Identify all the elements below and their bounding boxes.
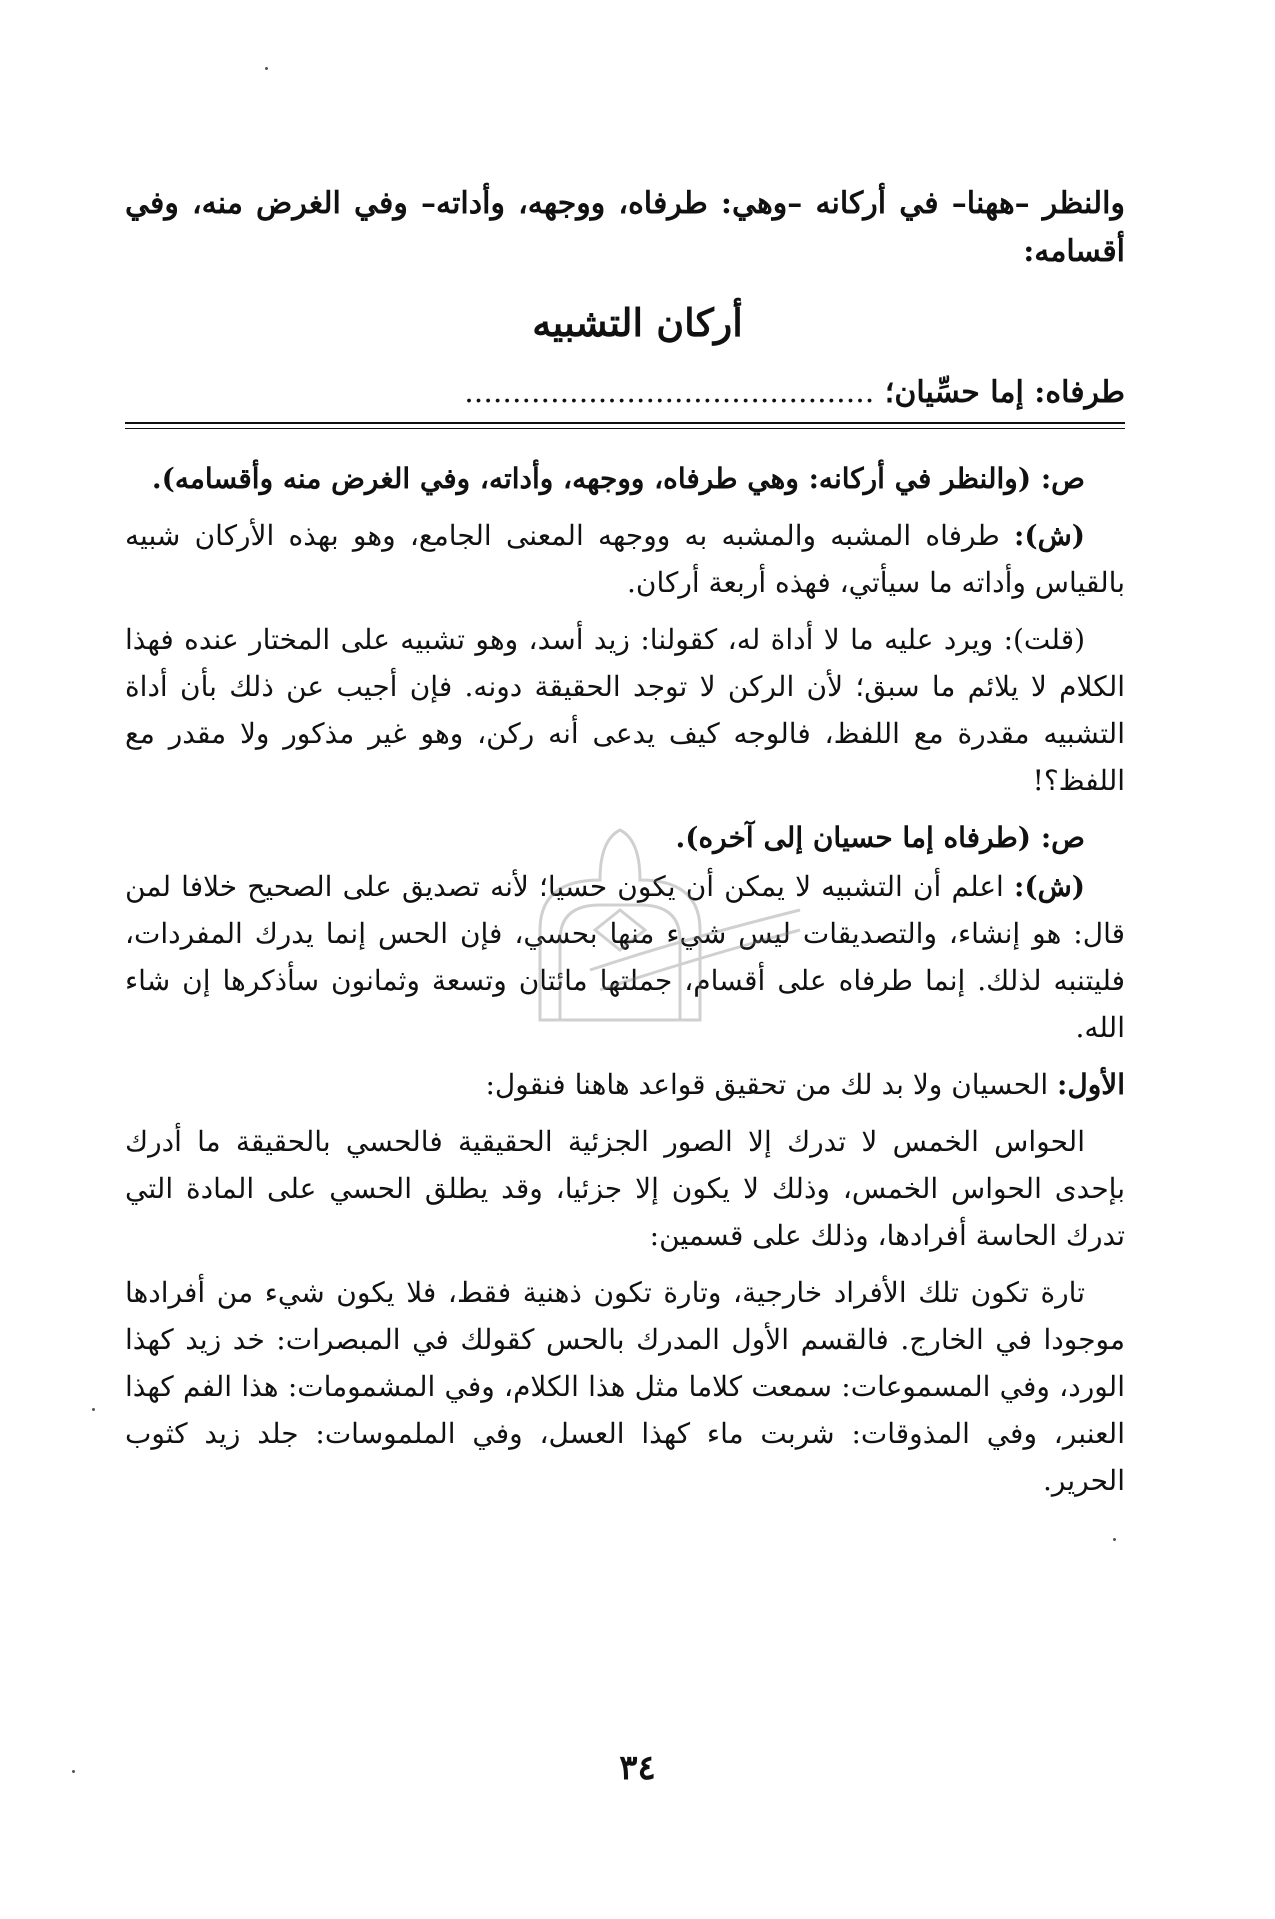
paragraph-text: تارة تكون تلك الأفراد خارجية، وتارة تكون ذهنية فقط، فلا يكون شيء من أفرادها موجودا في الخارج. فالقسم الأول المدرك بالحس كقولك في المبصرات: خد زيد كهذا الورد، وفي المسموعات: سمعت كلاما مثل هذا الكلام، وفي المشمومات: هذا الفم كهذا العنبر، وفي المذوقات: شربت ماء كهذا العسل، وفي الملموسات: جلد زيد كثوب الحرير. bbox=[125, 1276, 1125, 1497]
paragraph-label: الأول: bbox=[1057, 1068, 1125, 1101]
paragraph bbox=[125, 512, 1125, 606]
page-number: ٣٤ bbox=[619, 1748, 656, 1788]
paragraph-text: الحواس الخمس لا تدرك إلا الصور الجزئية الحقيقية فالحسي بالحقيقة ما أدرك بإحدى الحواس الخمس، وذلك لا يكون إلا جزئيا، وقد يطلق الحسي على المادة التي تدرك الحاسة أفرادها، وذلك على قسمين: bbox=[125, 1125, 1125, 1252]
section-heading: أركان التشبيه bbox=[532, 300, 743, 345]
paragraph-text: ويرد عليه ما لا أداة له، كقولنا: زيد أسد، وهو تشبيه على المختار عنده فهذا الكلام لا يلائم ما سبق؛ لأن الركن لا توجد الحقيقة دونه. فإن أجيب عن ذلك بأن أداة التشبيه مقدرة مع اللفظ، فالوجه كيف يدعى أنه ركن، وهو غير مذكور ولا مقدر مع اللفظ؟! bbox=[125, 623, 1125, 797]
matn-dots: ........................................... bbox=[464, 375, 875, 410]
paragraph-label: (ش): bbox=[1013, 870, 1085, 903]
scan-speck bbox=[92, 1408, 95, 1411]
separator-rule bbox=[125, 422, 1125, 424]
scan-speck bbox=[265, 67, 268, 70]
paragraph-label: ص: bbox=[1040, 821, 1085, 854]
paragraph-text: طرفاه المشبه والمشبه به ووجهه المعنى الجامع، وهو بهذه الأركان شبيه بالقياس وأداته ما سيأتي، فهذه أربعة أركان. bbox=[125, 519, 1125, 599]
paragraph-label: (قلت): bbox=[1003, 623, 1086, 656]
library-logo-icon bbox=[500, 820, 820, 1050]
matn-text: طرفاه: إما حسِّيان؛ bbox=[884, 375, 1125, 410]
paragraph-text: (طرفاه إما حسيان إلى آخره). bbox=[675, 821, 1032, 854]
intro-paragraph: والنظر –ههنا– في أركانه –وهي: طرفاه، ووجهه، وأداته– وفي الغرض منه، وفي أقسامه: bbox=[125, 186, 1125, 269]
paragraph-text: الحسيان ولا بد لك من تحقيق قواعد هاهنا فنقول: bbox=[485, 1068, 1049, 1101]
paragraph bbox=[125, 455, 1125, 502]
separator-rule-thin bbox=[125, 428, 1125, 429]
paragraph-text: (والنظر في أركانه: وهي طرفاه، ووجهه، وأداته، وفي الغرض منه وأقسامه). bbox=[151, 462, 1032, 495]
paragraph bbox=[125, 1061, 1125, 1108]
matn-line bbox=[125, 375, 1125, 410]
paragraph bbox=[125, 616, 1125, 804]
scan-speck bbox=[1113, 1538, 1116, 1541]
paragraph-label: ص: bbox=[1040, 462, 1085, 495]
paragraph-label: (ش): bbox=[1013, 519, 1085, 552]
paragraph bbox=[125, 1269, 1125, 1504]
paragraph bbox=[125, 1118, 1125, 1259]
paragraph-text: اعلم أن التشبيه لا يمكن أن يكون حسيا؛ لأنه تصديق على الصحيح خلافا لمن قال: هو إنشاء، والتصديقات ليس شيء منها بحسي، فإن الحس إنما يدرك المفردات، فليتنبه لذلك. إنما طرفاه على أقسام، جملتها مائتان وتسعة وثمانون سأذكرها إن شاء الله. bbox=[125, 870, 1125, 1044]
